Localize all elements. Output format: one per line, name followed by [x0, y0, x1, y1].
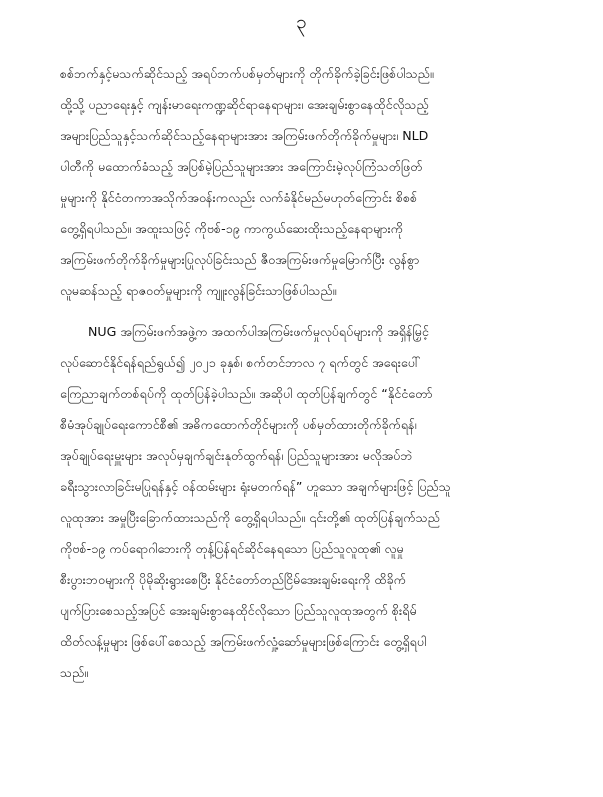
- text-line: ထို့သို့ ပညာရေးနှင့် ကျန်းမာရေးကဏ္ဍဆိုင်ရာနေရာများ၊ အေးချမ်းစွာနေထိုင်လိုသည့်: [60, 97, 429, 112]
- text-line: ကြေညာချက်တစ်ရပ်ကို ထုတ်ပြန်ခဲ့ပါသည်။ အဆိုပါ ထုတ်ပြန်ချက်တွင် “နိုင်ငံတော်: [60, 386, 433, 401]
- text-line: လုပ်ဆောင်နိုင်ရန်ရည်ရွယ်၍ ၂၀၂၁ ခုနှစ်၊ စက်တင်ဘာလ ၇ ရက်တွင် အရေးပေါ်: [60, 355, 421, 370]
- text-line: စီမံအုပ်ချုပ်ရေးကောင်စီ၏ အဓိကထောက်တိုင်များကို ပစ်မှတ်ထားတိုက်ခိုက်ရန်၊: [60, 417, 417, 432]
- text-line: တွေ့ရှိရပါသည်။ အထူးသဖြင့် ကိုဗစ်-၁၉ ကာကွယ်ဆေးထိုးသည့်နေရာများကို: [60, 221, 403, 236]
- text-line: အများပြည်သူနှင့်သက်ဆိုင်သည့်နေရာများအား အကြမ်းဖက်တိုက်ခိုက်မှုများ၊ NLD: [60, 128, 429, 143]
- text-line: မှုများကို နိုင်ငံတကာအသိုက်အဝန်းကလည်း လက်ခံနိုင်မည်မဟုတ်ကြောင်း စိစစ်: [60, 190, 418, 205]
- paragraph-1: [60, 58, 560, 306]
- text-line: လူမဆန်သည့် ရာဇဝတ်မှုများကို ကျူးလွန်ခြင်းသာဖြစ်ပါသည်။: [60, 283, 337, 298]
- text-line: စစ်ဘက်နှင့်မသက်ဆိုင်သည့် အရပ်ဘက်ပစ်မှတ်များကို တိုက်ခိုက်ခဲ့ခြင်းဖြစ်ပါသည်။: [60, 66, 434, 81]
- paragraph-spacer: [60, 306, 560, 316]
- page-number: ၃: [296, 11, 307, 33]
- text-line: အုပ်ချုပ်ရေးမှူးများ အလုပ်မှချက်ချင်းနုတ်ထွက်ရန်၊ ပြည်သူများအား မလိုအပ်ဘဲ: [60, 448, 413, 463]
- text-line: အကြမ်းဖက်တိုက်ခိုက်မှုများပြုလုပ်ခြင်းသည် ဇီဝအကြမ်းဖက်မှုမြောက်ပြီး လွန်စွာ: [60, 252, 420, 267]
- document-body: [60, 58, 560, 688]
- text-line: ပျက်ပြားစေသည့်အပြင် အေးချမ်းစွာနေထိုင်လိုသော ပြည်သူလူထုအတွက် စိုးရိမ်: [60, 603, 417, 618]
- text-line: စီးပွားဘဝများကို ပိုမိုဆိုးရွားစေပြီး နိုင်ငံတော်တည်ငြိမ်အေးချမ်းရေးကို ထိခိုက်: [60, 572, 406, 587]
- text-line: လူထုအား အမှုပြီးခြောက်ထားသည်ကို တွေ့ရှိရပါသည်။ ၎င်းတို့၏ ထုတ်ပြန်ချက်သည်: [60, 510, 440, 525]
- text-line: ထိတ်လန့်မှုများ ဖြစ်ပေါ်စေသည့် အကြမ်းဖက်လှုံ့ဆော်မှုများဖြစ်ကြောင်း တွေ့ရှိရပါ: [60, 634, 427, 649]
- text-line: ပါတီကို မထောက်ခံသည့် အပြစ်မဲ့ပြည်သူများအား အကြောင်းမဲ့လုပ်ကြံသတ်ဖြတ်: [60, 159, 423, 174]
- text-line: သည်။: [60, 665, 89, 680]
- text-line: ကိုဗစ်-၁၉ ကပ်ရောဂါဘေးကို တုန့်ပြန်ရင်ဆိုင်နေရသော ပြည်သူလူထု၏ လူမှု: [60, 541, 404, 556]
- text-line: NUG အကြမ်းဖက်အဖွဲ့က အထက်ပါအကြမ်းဖက်မှုလုပ်ရပ်များကို အရှိန်မြှင့်: [88, 324, 429, 339]
- paragraph-2: [60, 316, 560, 688]
- text-line: ခရီးသွားလာခြင်းမပြုရန်နှင့် ဝန်ထမ်းများ ရုံးမတက်ရန်” ဟူသော အချက်များဖြင့် ပြည်သူ: [60, 479, 451, 494]
